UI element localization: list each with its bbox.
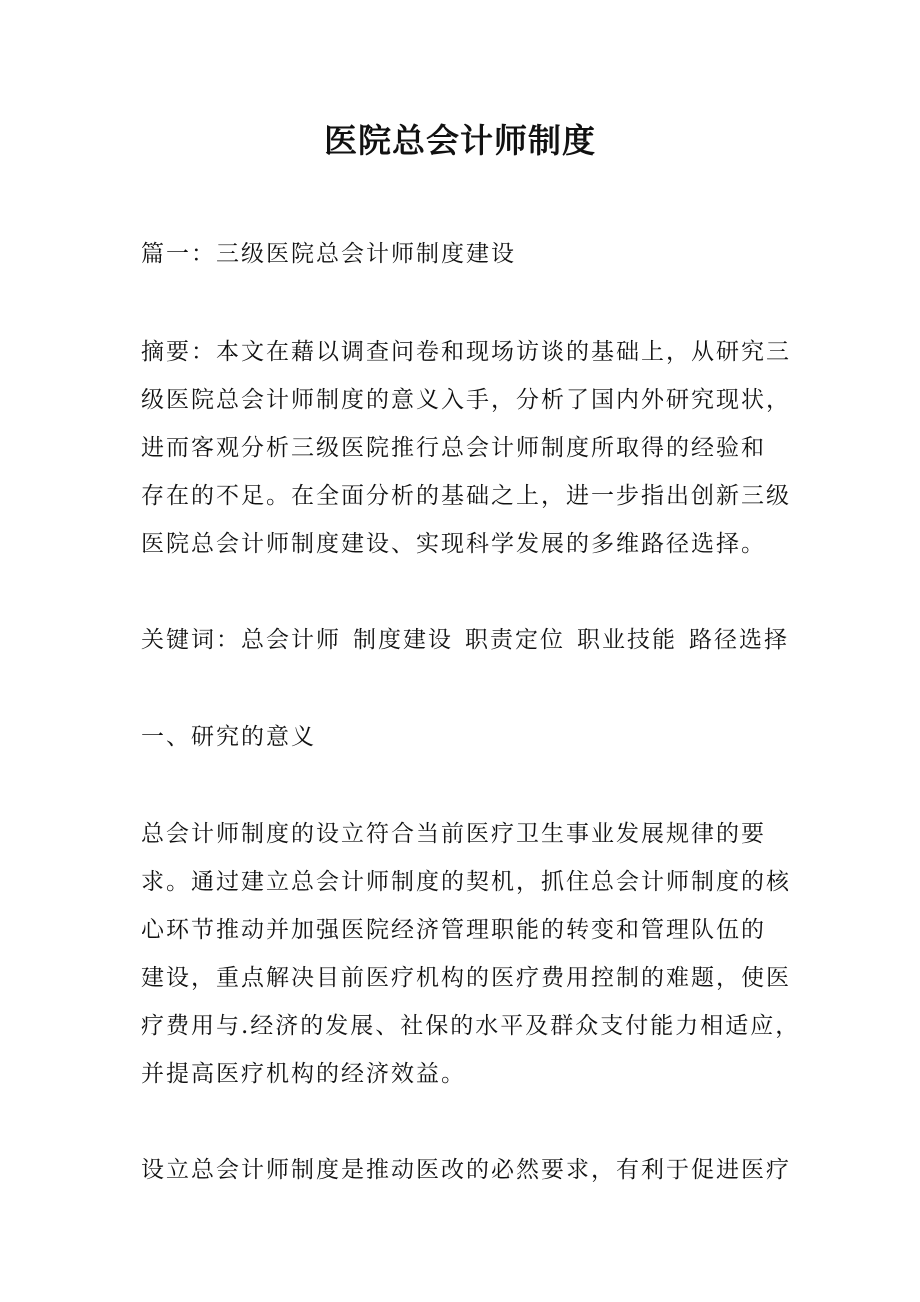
document-title: 医院总会计师制度	[324, 121, 596, 160]
body-paragraph-1	[141, 810, 801, 1098]
keyword: 职业技能	[577, 627, 677, 653]
paragraph-line: 并提高医疗机构的经济效益。	[141, 1061, 466, 1087]
chapter-heading	[141, 230, 801, 278]
section-heading	[141, 713, 801, 761]
abstract-line: 进而客观分析三级医院推行总会计师制度所取得的经验和	[141, 435, 766, 461]
keyword: 总会计师	[241, 627, 341, 653]
chapter-heading-text: 篇一：三级医院总会计师制度建设	[141, 241, 516, 267]
abstract-paragraph	[141, 328, 801, 568]
keyword: 路径选择	[689, 627, 789, 653]
keywords-label: 关键词：	[141, 627, 241, 653]
abstract-line: 摘要：本文在藉以调查问卷和现场访谈的基础上，从研究三	[141, 339, 791, 365]
body-paragraph-2	[141, 1146, 801, 1194]
abstract-line: 级医院总会计师制度的意义入手，分析了国内外研究现状，	[141, 387, 791, 413]
paragraph-line: 设立总会计师制度是推动医改的必然要求，有利于促进医疗	[141, 1157, 791, 1183]
paragraph-line: 求。通过建立总会计师制度的契机，抓住总会计师制度的核	[141, 869, 791, 895]
paragraph-line: 建设，重点解决目前医疗机构的医疗费用控制的难题，使医	[141, 965, 791, 991]
section-heading-text: 一、研究的意义	[141, 724, 316, 750]
keywords-container	[141, 616, 801, 664]
abstract-line: 存在的不足。在全面分析的基础之上，进一步指出创新三级	[141, 483, 791, 509]
paragraph-line: 总会计师制度的设立符合当前医疗卫生事业发展规律的要	[141, 821, 766, 847]
abstract-line: 医院总会计师制度建设、实现科学发展的多维路径选择。	[141, 531, 766, 557]
keywords-line	[141, 616, 801, 664]
paragraph-line: 心环节推动并加强医院经济管理职能的转变和管理队伍的	[141, 917, 766, 943]
keyword: 职责定位	[465, 627, 565, 653]
paragraph-line: 疗费用与.经济的发展、社保的水平及群众支付能力相适应，	[141, 1013, 801, 1039]
keyword: 制度建设	[353, 627, 453, 653]
